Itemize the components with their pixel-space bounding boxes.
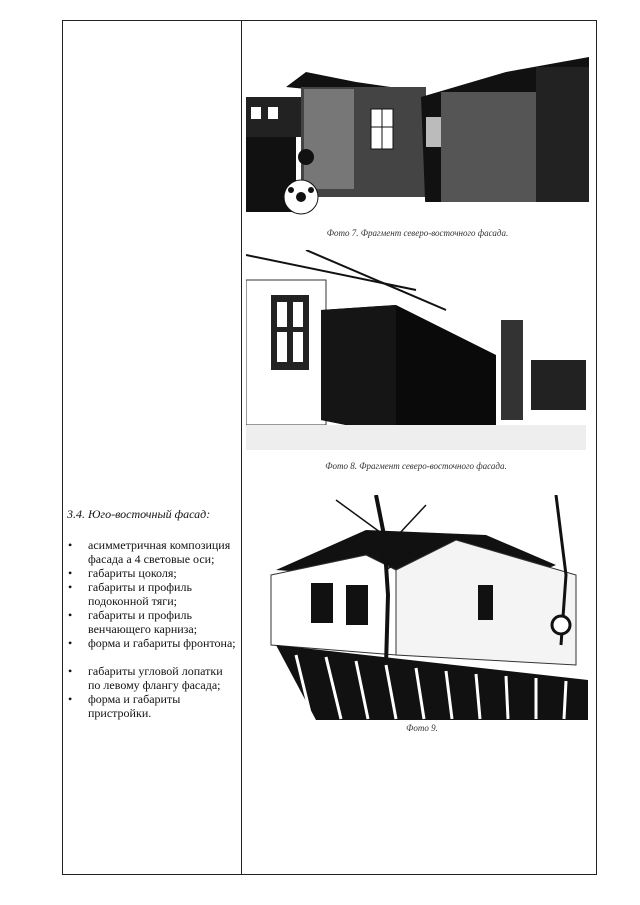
- photo-8: [246, 250, 586, 450]
- bullet-icon: •: [68, 608, 73, 622]
- bullet-icon: •: [68, 636, 73, 650]
- photo-7: [246, 27, 589, 224]
- photo-9: [256, 495, 588, 720]
- list-item-text: габариты и профиль подоконной тяги;: [88, 580, 192, 608]
- bullet-icon: •: [68, 664, 73, 678]
- photo-7-caption: Фото 7. Фрагмент северо-восточного фасада.: [326, 228, 509, 238]
- requirements-list: [68, 538, 238, 720]
- list-item: [68, 692, 238, 720]
- photo-8-caption: Фото 8. Фрагмент северо-восточного фасада.: [325, 461, 507, 471]
- section-heading: 3.4. Юго-восточный фасад:: [67, 507, 211, 521]
- list-item-text: асимметричная композиция фасада а 4 световые оси;: [88, 538, 231, 566]
- bullet-icon: •: [68, 566, 73, 580]
- photo-9-caption: Фото 9.: [406, 723, 438, 733]
- list-item-text: габариты угловой лопатки по левому флангу фасада;: [88, 664, 223, 692]
- list-item-text: форма и габариты фронтона;: [88, 636, 236, 650]
- bullet-icon: •: [68, 538, 73, 552]
- column-divider: [241, 20, 242, 875]
- list-item-text: габариты цоколя;: [88, 566, 177, 580]
- bullet-icon: •: [68, 580, 73, 594]
- list-item: [68, 608, 238, 636]
- list-item: [68, 580, 238, 608]
- list-item: [68, 664, 238, 692]
- bullet-icon: •: [68, 692, 73, 706]
- list-item-text: габариты и профиль венчающего карниза;: [88, 608, 198, 636]
- list-item: [68, 538, 238, 566]
- list-item-text: форма и габариты пристройки.: [88, 692, 181, 720]
- list-item: [68, 566, 238, 580]
- list-item: [68, 636, 238, 650]
